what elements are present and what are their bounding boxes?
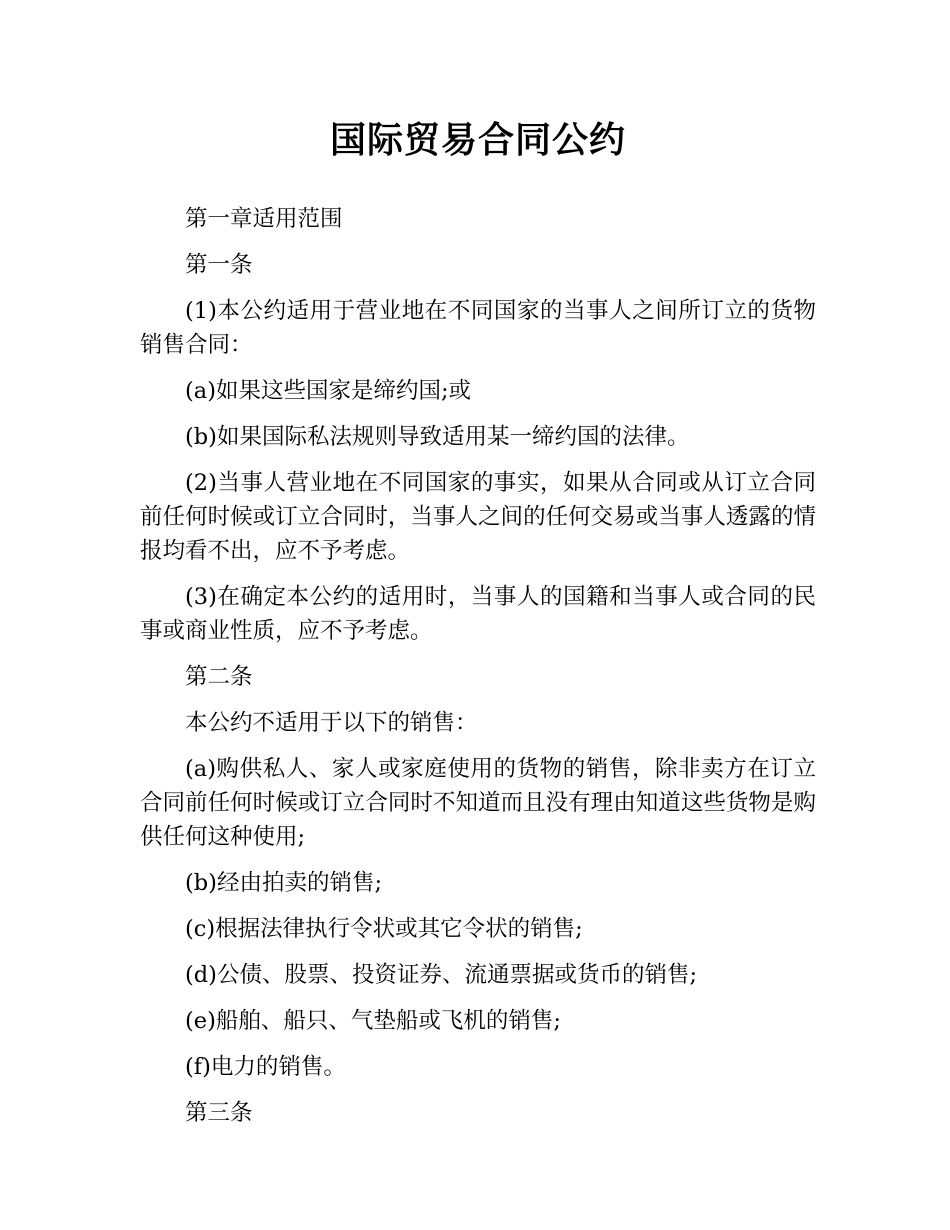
clause-paragraph: (d)公债、股票、投资证券、流通票据或货币的销售; <box>185 962 698 988</box>
clause-paragraph: (a)如果这些国家是缔约国;或 <box>185 378 472 404</box>
document-title: 国际贸易合同公约 <box>329 120 626 161</box>
clause-paragraph: (e)船舶、船只、气垫船或飞机的销售; <box>185 1008 561 1034</box>
clause-paragraph: (b)如果国际私法规则导致适用某一缔约国的法律。 <box>185 424 690 450</box>
clause-paragraph: (3)在确定本公约的适用时，当事人的国籍和当事人或合同的民事或商业性质，应不予考虑。 <box>140 584 816 644</box>
article-heading: 第一条 <box>185 252 253 278</box>
article-heading: 第二条 <box>185 664 253 690</box>
article-heading: 第三条 <box>185 1100 253 1126</box>
document-page <box>140 0 816 1142</box>
clause-paragraph: (f)电力的销售。 <box>185 1054 346 1080</box>
clause-paragraph: (a)购供私人、家人或家庭使用的货物的销售，除非卖方在订立合同前任何时候或订立合同时不知道而且没有理由知道这些货物是购供任何这种使用; <box>140 756 816 850</box>
clause-paragraph: (2)当事人营业地在不同国家的事实，如果从合同或从订立合同前任何时候或订立合同时，当事人之间的任何交易或当事人透露的情报均看不出，应不予考虑。 <box>140 470 816 564</box>
document-body <box>140 202 816 1130</box>
clause-paragraph: (c)根据法律执行令状或其它令状的销售; <box>185 916 583 942</box>
clause-paragraph: 本公约不适用于以下的销售： <box>185 710 478 736</box>
clause-paragraph: (1)本公约适用于营业地在不同国家的当事人之间所订立的货物销售合同： <box>140 298 816 358</box>
chapter-heading: 第一章适用范围 <box>185 206 343 232</box>
clause-paragraph: (b)经由拍卖的销售; <box>185 870 383 896</box>
